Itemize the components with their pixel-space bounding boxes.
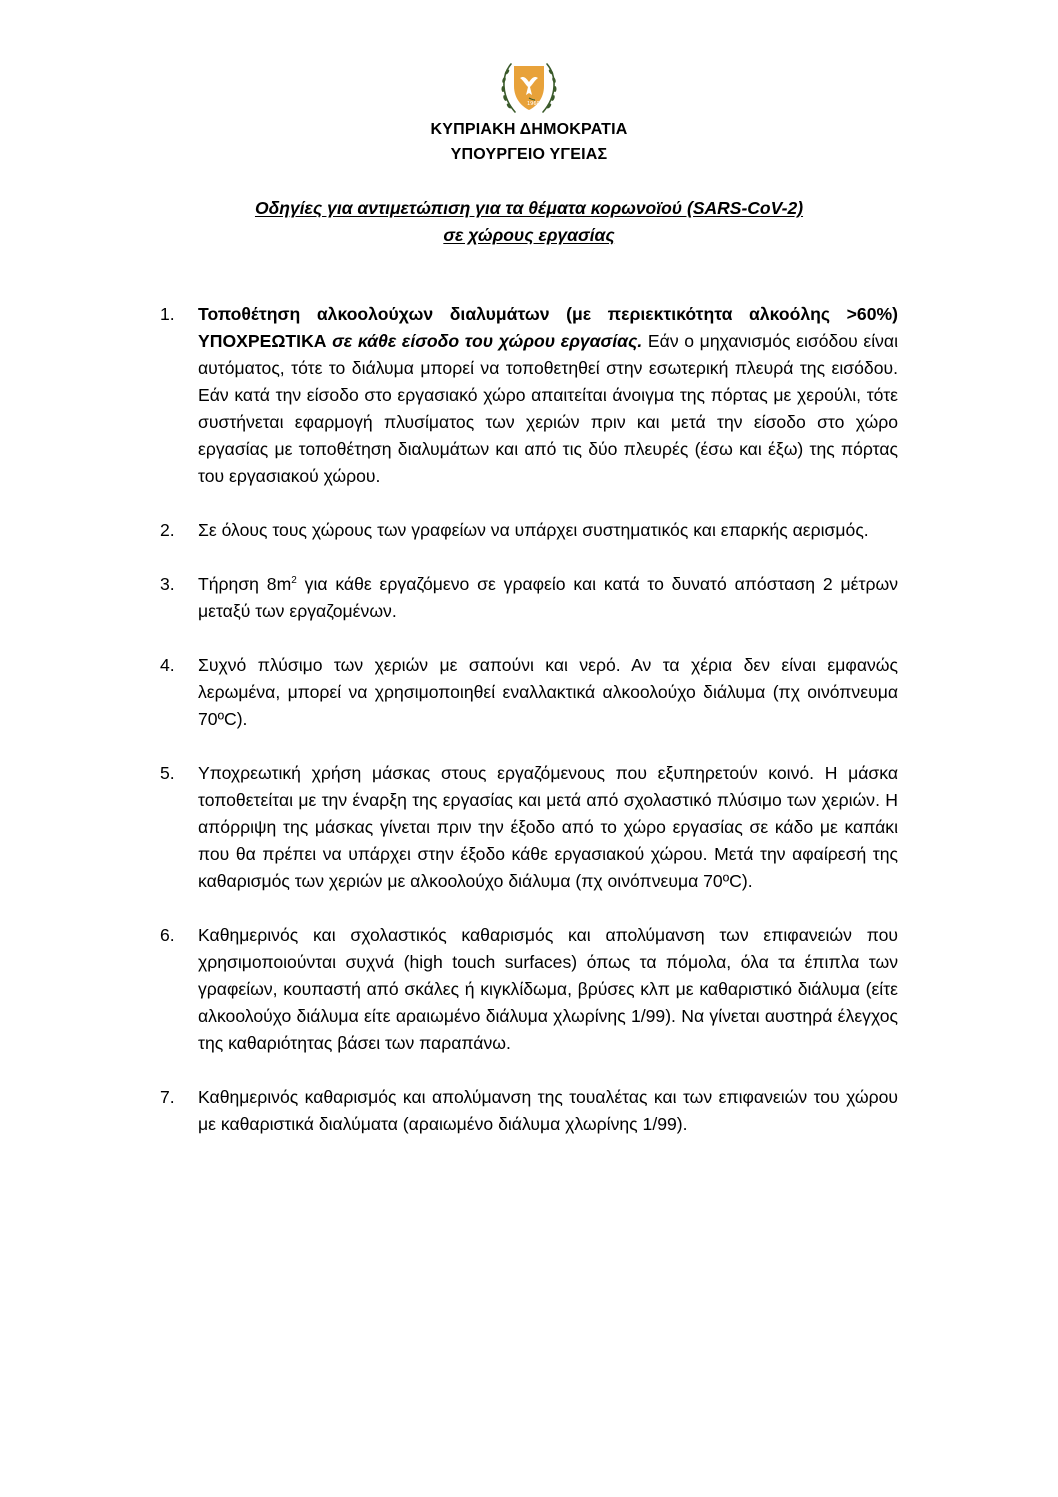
item-bold-italic-text: σε κάθε είσοδο του χώρου εργασίας. [332,331,643,351]
list-item [160,1084,898,1138]
svg-text:1960: 1960 [527,101,540,107]
item-number: 2. [160,520,175,540]
item-text-before: Τήρηση 8m [198,574,292,594]
document-title-line-2: σε χώρους εργασίας [443,225,615,245]
instructions-list [160,301,898,1165]
list-item [160,301,898,490]
item-text: Υποχρεωτική χρήση μάσκας στους εργαζόμενους που εξυπηρετούν κοινό. Η μάσκα τοποθετείται με την έναρξη της εργασίας και μετά από σχολαστικό πλύσιμο των χεριών. Η απόρριψη της μάσκας γίνεται πριν την έξοδο από το χώρο εργασίας σε κάδο με καπάκι που θα πρέπει να υπάρχει στην έξοδο κάθε εργασιακού χώρου. Μετά την αφαίρεσή της καθαρισμός των χεριών με αλκοολούχο διάλυμα (πχ οινόπνευμα 70ºC). [198,763,898,891]
cyprus-coat-of-arms-icon [493,58,565,120]
item-text: Συχνό πλύσιμο των χεριών με σαπούνι και νερό. Αν τα χέρια δεν είναι εμφανώς λερωμένα, μπορεί να χρησιμοποιηθεί εναλλακτικά αλκοολούχο διάλυμα (πχ οινόπνευμα 70ºC). [198,655,898,729]
list-item [160,922,898,1057]
item-bold-text: Τοποθέτηση αλκοολούχων διαλυμάτων (με περιεκτικότητα αλκοόλης >60%) ΥΠΟΧΡΕΩΤΙΚΑ [198,304,898,351]
item-number: 6. [160,925,175,945]
ministry-name: ΥΠΟΥΡΓΕΙΟ ΥΓΕΙΑΣ [450,146,608,163]
item-number: 5. [160,763,175,783]
item-number: 4. [160,655,175,675]
list-item [160,760,898,895]
document-title-line-1: Οδηγίες για αντιμετώπιση για τα θέματα κορωνοϊού (SARS-CoV-2) [254,198,804,218]
item-superscript: 2 [291,575,297,586]
item-text: Εάν ο μηχανισμός εισόδου είναι αυτόματος, τότε το διάλυμα μπορεί να τοποθετηθεί στην εσωτερική πλευρά της εισόδου. Εάν κατά την είσοδο στο εργασιακό χώρο απαιτείται άνοιγμα της πόρτας με χερούλι, τότε συστήνεται εφαρμογή πλυσίματος των χεριών πριν και μετά την είσοδο στο χώρο εργασίας με τοποθέτηση διαλυμάτων και από τις δύο πλευρές (έσω και έξω) της πόρτας του εργασιακού χώρου. [198,331,898,486]
item-number: 7. [160,1087,175,1107]
item-text-after: για κάθε εργαζόμενο σε γραφείο και κατά το δυνατό απόσταση 2 μέτρων μεταξύ των εργαζομένων. [198,574,899,621]
item-text: Καθημερινός καθαρισμός και απολύμανση της τουαλέτας και των επιφανειών του χώρου με καθαριστικά διαλύματα (αραιωμένο διάλυμα χλωρίνης 1/99). [198,1087,898,1134]
list-item [160,571,898,625]
item-text: Καθημερινός και σχολαστικός καθαρισμός και απολύμανση των επιφανειών που χρησιμοποιούνται συχνά (high touch surfaces) όπως τα πόμολα, όλα τα έπιπλα των γραφείων, κουπαστή από σκάλες ή κιγκλίδωμα, βρύσες κλπ με καθαριστικό διάλυμα (είτε αλκοολούχο διάλυμα είτε αραιωμένο διάλυμα χλωρίνης 1/99). Να γίνεται αυστηρά έλεγχος της καθαριότητας βάσει των παραπάνω. [198,925,898,1053]
item-number: 1. [160,304,175,324]
item-number: 3. [160,574,175,594]
list-item [160,652,898,733]
list-item [160,517,898,544]
republic-name: ΚΥΠΡΙΑΚΗ ΔΗΜΟΚΡΑΤΙΑ [430,121,628,138]
item-text: Σε όλους τους χώρους των γραφείων να υπάρχει συστηματικός και επαρκής αερισμός. [198,520,869,540]
